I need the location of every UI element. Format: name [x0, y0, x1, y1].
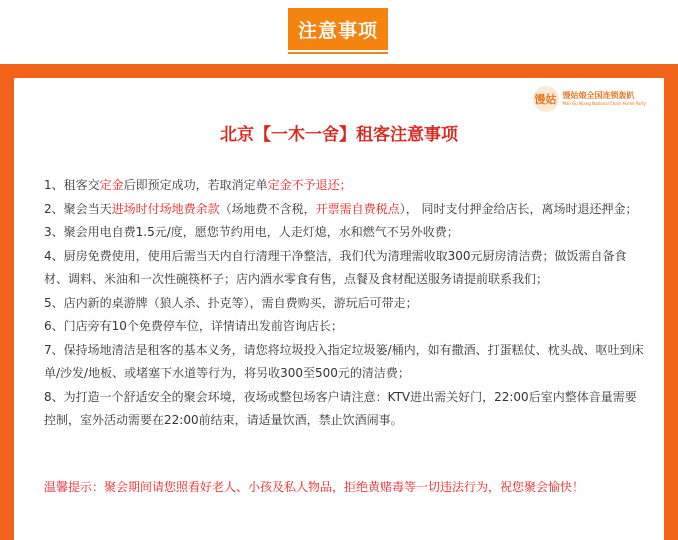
rule-item: 4、厨房免费使用，使用后需当天内自行清理干净整洁，我们代为清理需收取300元厨房清洁费；做饭需自备食材、调料、米油和一次性碗筷杯子；店内酒水零食有售，点餐及食材配送服务请提前联系我们；	[44, 248, 627, 286]
rule-item: 6、门店旁有10个免费停车位，详情请出发前咨询店长；	[44, 319, 343, 333]
rule-item: 3、聚会用电自费1.5元/度，愿您节约用电，人走灯熄，水和燃气不另外收费；	[44, 225, 459, 239]
brand-logo	[533, 86, 647, 112]
rule-item: 8、为打造一个舒适安全的聚会环境，夜场或整包场客户请注意：KTV进出需关好门，22:00后室内整体音量需要控制，室外活动需要在22:00前结束，请适量饮酒，禁止饮酒闹事。	[44, 389, 637, 427]
rule-item: 7、保持场地清洁是租客的基本义务，请您将垃圾投入指定垃圾篓/桶内，如有撒酒、打蛋糕仗、枕头战、呕吐到床单/沙发/地板、或堵塞下水道等行为，将另收300至500元的清洁费；	[44, 342, 644, 380]
document-title: 北京【一木一舍】租客注意事项	[220, 125, 458, 145]
logo-mark: 馒姑	[533, 86, 559, 112]
rule-item: 2、聚会当天进场时付场地费余款（场地费不含税，开票需自费税点）， 同时支付押金给店长，离场时退还押金；	[44, 201, 638, 216]
logo-name-cn: 馒姑娘全国连锁轰趴	[562, 91, 635, 100]
rules-list	[44, 174, 644, 433]
section-header-badge: 注意事项	[288, 8, 388, 50]
rule-item: 1、租客交定金后即预定成功，若取消定单定金不予退还；	[44, 178, 352, 192]
logo-name-en: Man Gu Niang National Chain Home Party	[562, 101, 646, 106]
warm-tip: 温馨提示：聚会期间请您照看好老人、小孩及私人物品，拒绝黄赌毒等一切违法行为，祝您聚会愉快！	[44, 480, 585, 494]
notice-card	[14, 78, 664, 540]
rule-item: 5、店内新的桌游牌（狼人杀、扑克等），需自费购买，游玩后可带走；	[44, 295, 418, 310]
